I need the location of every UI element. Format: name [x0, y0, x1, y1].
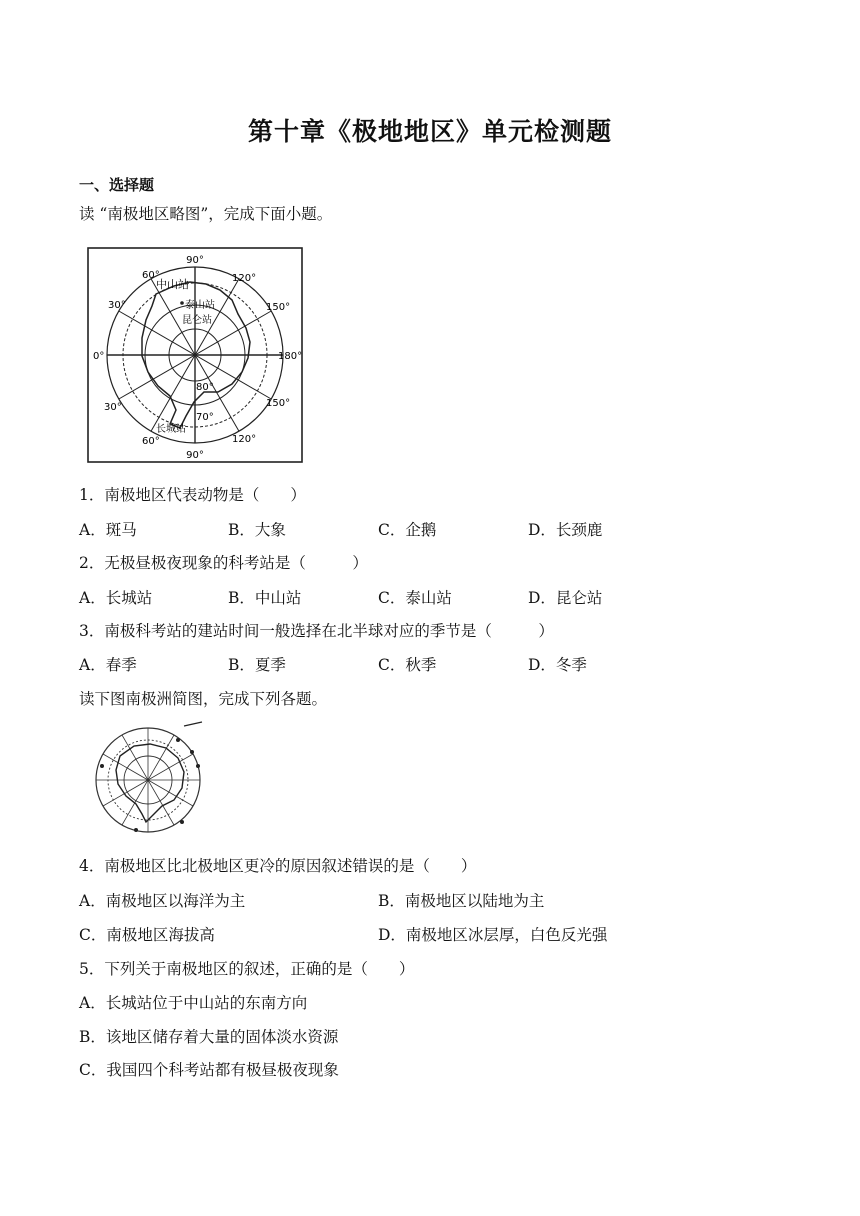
q3-option-d: D．冬季 [528, 656, 587, 674]
question-2-stem: 2．无极昼极夜现象的科考站是（ ） [79, 554, 368, 572]
label-lat-70: 70° [196, 412, 214, 423]
label-tr-150: 150° [266, 302, 291, 313]
q3-option-c: C．秋季 [378, 656, 437, 674]
q3-option-a: A．春季 [79, 656, 137, 674]
label-lat-80: 80° [196, 382, 214, 393]
question-1-stem: 1．南极地区代表动物是（ ） [79, 486, 306, 504]
q3-option-b: B．夏季 [228, 656, 286, 674]
station-zhongshan: 中山站 [156, 278, 189, 291]
antarctica-sketch-map [86, 718, 220, 840]
q2-option-d: D．昆仑站 [528, 589, 603, 607]
station-kunlun: 昆仑站 [182, 315, 212, 326]
q4-option-c: C．南极地区海拔高 [79, 926, 215, 944]
station-taishan: 泰山站 [185, 300, 215, 311]
intro-text-2: 读下图南极洲简图，完成下列各题。 [79, 690, 328, 708]
q2-option-b: B．中山站 [228, 589, 302, 607]
q1-option-a: A．斑马 [79, 521, 137, 539]
q4-option-b: B．南极地区以陆地为主 [378, 892, 545, 910]
label-tl-30: 30° [108, 300, 126, 311]
section-heading: 一、选择题 [79, 176, 155, 194]
q4-option-a: A．南极地区以海洋为主 [79, 892, 246, 910]
q5-option-b: B．该地区储存着大量的固体淡水资源 [79, 1028, 339, 1046]
label-tl-60: 60° [142, 270, 160, 281]
label-top-90: 90° [186, 255, 204, 266]
antarctic-map [86, 246, 304, 464]
q1-option-b: B．大象 [228, 521, 286, 539]
question-4-stem: 4．南极地区比北极地区更冷的原因叙述错误的是（ ） [79, 857, 477, 875]
label-right-180: 180° [278, 351, 303, 362]
label-bl-60: 60° [142, 436, 160, 447]
q4-option-d: D．南极地区冰层厚，白色反光强 [378, 926, 608, 944]
label-left-0: 0° [93, 351, 105, 362]
q5-option-c: C．我国四个科考站都有极昼极夜现象 [79, 1061, 339, 1079]
label-bl-30: 30° [104, 402, 122, 413]
intro-text-1: 读 “南极地区略图”，完成下面小题。 [79, 205, 333, 223]
q1-option-c: C．企鹅 [378, 521, 437, 539]
q2-option-a: A．长城站 [79, 589, 153, 607]
label-tr-120: 120° [232, 273, 257, 284]
label-bottom-90: 90° [186, 450, 204, 461]
label-br-150: 150° [266, 398, 291, 409]
page-title: 第十章《极地地区》单元检测题 [247, 117, 612, 146]
q5-option-a: A．长城站位于中山站的东南方向 [79, 994, 308, 1012]
station-changcheng: 长城站 [156, 424, 186, 435]
label-br-120: 120° [232, 434, 257, 445]
q1-option-d: D．长颈鹿 [528, 521, 603, 539]
question-5-stem: 5．下列关于南极地区的叙述，正确的是（ ） [79, 960, 415, 978]
question-3-stem: 3．南极科考站的建站时间一般选择在北半球对应的季节是（ ） [79, 622, 554, 640]
q2-option-c: C．泰山站 [378, 589, 452, 607]
